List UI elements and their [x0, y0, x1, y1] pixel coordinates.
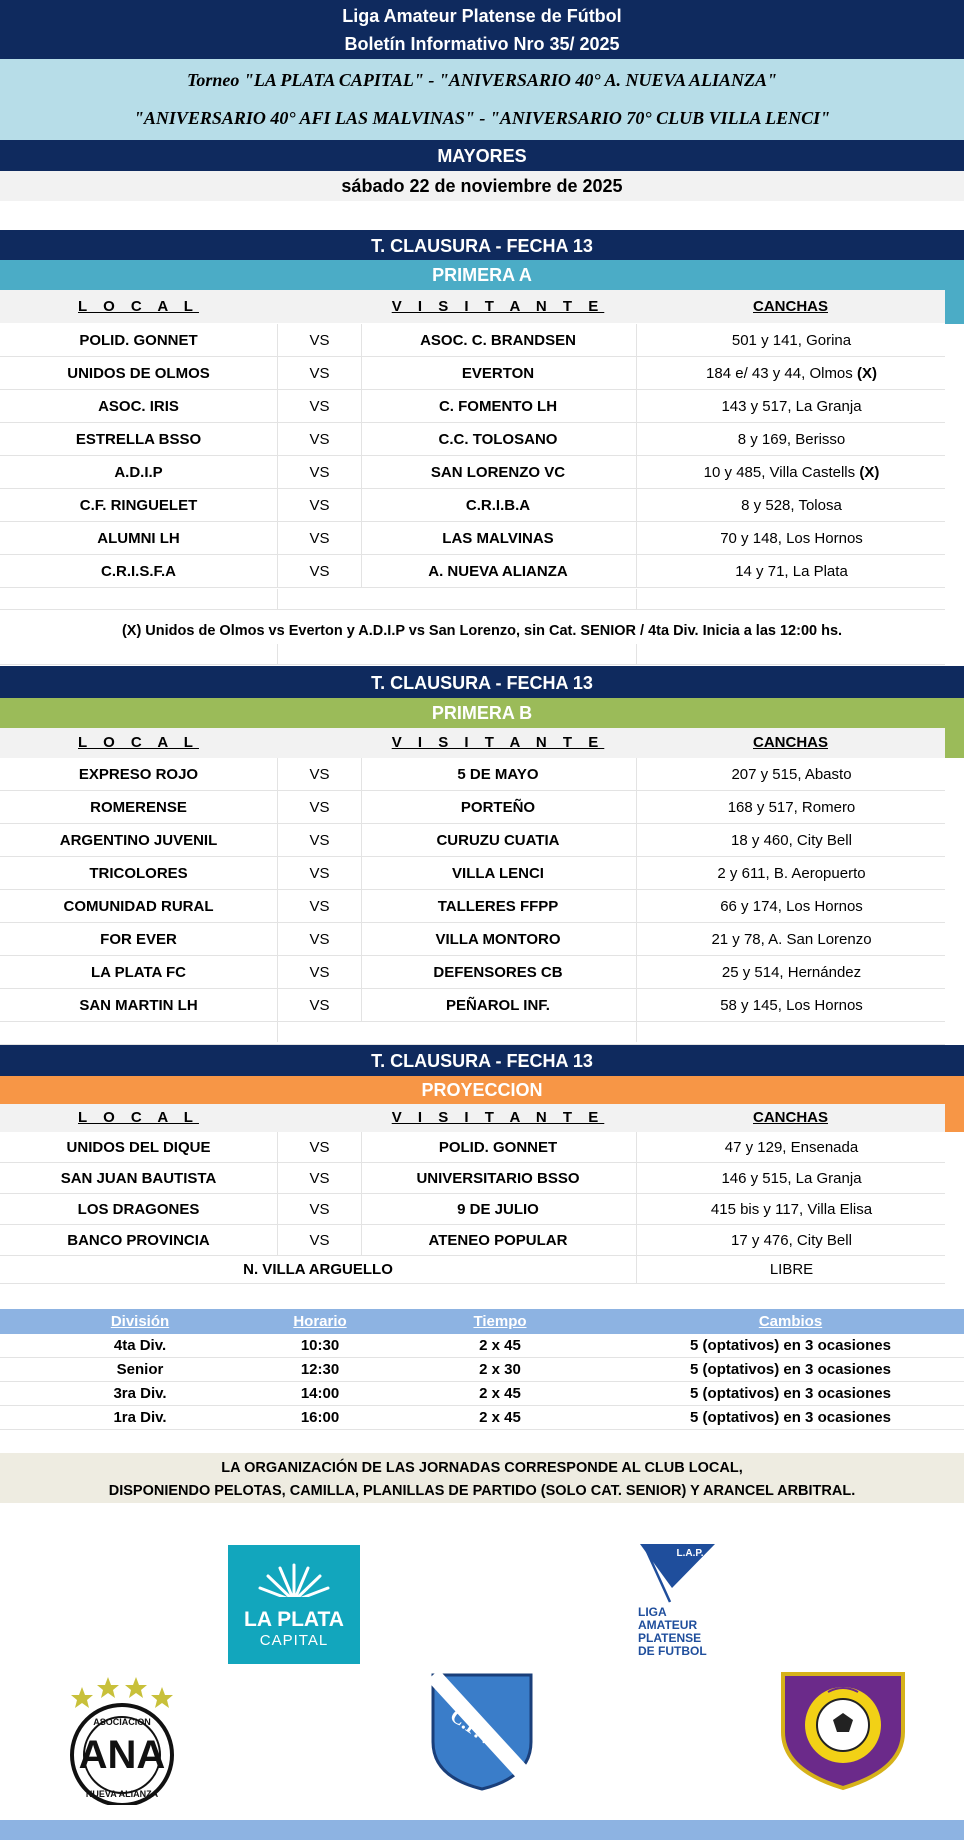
col-division: División — [110, 1313, 170, 1330]
proyeccion-column-headers — [0, 1104, 945, 1132]
horario-value: 14:00 — [300, 1385, 340, 1402]
cfvl-text: C.F.V.L. — [445, 1704, 516, 1763]
venue — [636, 989, 946, 1022]
vs-label: VS — [277, 890, 362, 923]
vs-label: VS — [277, 1225, 362, 1256]
cambios-value: 5 (optativos) en 3 ocasiones — [690, 1337, 891, 1354]
libre-label: LIBRE — [636, 1256, 946, 1284]
schedule-row — [0, 1406, 964, 1430]
ana-letters: ANA — [78, 1733, 166, 1777]
venue — [636, 791, 946, 824]
visitor-team: PORTEÑO — [460, 799, 536, 816]
venue-mark: (X) — [859, 464, 880, 481]
lap-text-1: LIGA — [638, 1605, 667, 1619]
visitor-team: C.R.I.B.A — [465, 497, 531, 514]
venue — [636, 489, 946, 522]
col-cambios: Cambios — [758, 1313, 823, 1330]
venue-address: 207 y 515, Abasto — [731, 766, 852, 783]
match-row — [0, 890, 945, 923]
primera-b-edge — [945, 728, 964, 758]
afi-las-malvinas-logo — [778, 1670, 908, 1792]
primera-a-edge — [945, 290, 964, 324]
vs-label: VS — [277, 423, 362, 456]
primera-b-column-headers — [0, 728, 945, 758]
venue — [636, 357, 946, 390]
venue — [636, 1163, 946, 1194]
venue — [636, 1132, 946, 1163]
spacer-row — [0, 644, 945, 665]
venue-address: 58 y 145, Los Hornos — [720, 997, 863, 1014]
vs-label: VS — [277, 791, 362, 824]
proyeccion-title: PROYECCION — [0, 1076, 964, 1104]
libre-row — [0, 1256, 945, 1284]
local-team: UNIDOS DEL DIQUE — [66, 1139, 211, 1156]
vs-label: VS — [277, 456, 362, 489]
venue-address: 415 bis y 117, Villa Elisa — [710, 1201, 873, 1218]
match-row — [0, 758, 945, 791]
col-visitante: V I S I T A N T E — [391, 298, 605, 315]
division-value: 4ta Div. — [113, 1337, 167, 1354]
match-row — [0, 791, 945, 824]
venue — [636, 923, 946, 956]
tiempo-value: 2 x 45 — [479, 1385, 521, 1402]
visitor-team: A. NUEVA ALIANZA — [428, 563, 568, 580]
match-row — [0, 989, 945, 1022]
tiempo-value: 2 x 30 — [479, 1361, 521, 1378]
spacer-row — [0, 1022, 945, 1045]
la-plata-capital-logo — [228, 1545, 360, 1664]
bulletin-number: Boletín Informativo Nro 35/ 2025 — [344, 34, 620, 54]
visitor-team: POLID. GONNET — [438, 1139, 558, 1156]
visitor-team: CURUZU CUATIA — [436, 832, 560, 849]
division-value: 3ra Div. — [113, 1385, 167, 1402]
vs-label: VS — [277, 390, 362, 423]
match-row — [0, 423, 945, 456]
lap-text-2: AMATEUR — [638, 1618, 698, 1632]
vs-label: VS — [277, 324, 362, 357]
vs-label: VS — [277, 956, 362, 989]
primera-a-column-headers — [0, 290, 945, 323]
vs-label: VS — [277, 357, 362, 390]
cambios-value: 5 (optativos) en 3 ocasiones — [690, 1409, 891, 1426]
col-visitante: V I S I T A N T E — [391, 1109, 605, 1126]
ana-bottom-text: NUEVA ALIANZA — [85, 1789, 159, 1799]
visitor-team: 5 DE MAYO — [457, 766, 539, 783]
tiempo-value: 2 x 45 — [479, 1337, 521, 1354]
la-plata-text: LA PLATA — [244, 1608, 344, 1631]
vs-label: VS — [277, 857, 362, 890]
col-canchas: CANCHAS — [753, 298, 828, 315]
primera-b-title: PRIMERA B — [0, 698, 964, 728]
tiempo-value: 2 x 45 — [479, 1409, 521, 1426]
venue — [636, 555, 946, 588]
vs-label: VS — [277, 1132, 362, 1163]
venue-address: 25 y 514, Hernández — [721, 964, 862, 981]
spacer-row — [0, 589, 945, 610]
match-row — [0, 324, 945, 357]
visitor-team: ATENEO POPULAR — [428, 1232, 568, 1249]
col-local: L O C A L — [78, 734, 199, 751]
col-local: L O C A L — [78, 298, 199, 315]
capital-text: CAPITAL — [259, 1632, 329, 1649]
venue-address: 47 y 129, Ensenada — [724, 1139, 859, 1156]
lap-flag-text: L.A.P. — [676, 1548, 704, 1559]
venue — [636, 956, 946, 989]
col-canchas: CANCHAS — [753, 1109, 828, 1126]
local-team: BANCO PROVINCIA — [67, 1232, 210, 1249]
venue — [636, 390, 946, 423]
category-band: MAYORES — [0, 140, 964, 171]
match-row — [0, 489, 945, 522]
visitor-team: SAN LORENZO VC — [430, 464, 566, 481]
ana-crest-icon — [62, 1665, 182, 1805]
organizacion-line-2: DISPONIENDO PELOTAS, CAMILLA, PLANILLAS DE PARTIDO (SOLO CAT. SENIOR) Y ARANCEL ARBITRAL. — [108, 1483, 856, 1499]
match-row — [0, 1163, 945, 1194]
primera-b-fecha: T. CLAUSURA - FECHA 13 — [0, 666, 964, 698]
schedule-row — [0, 1334, 964, 1358]
proyeccion-edge — [945, 1104, 964, 1132]
vs-label: VS — [277, 555, 362, 588]
col-visitante: V I S I T A N T E — [391, 734, 605, 751]
match-date: sábado 22 de noviembre de 2025 — [0, 171, 964, 201]
horario-value: 12:30 — [300, 1361, 340, 1378]
venue — [636, 1194, 946, 1225]
lap-logo — [630, 1540, 750, 1670]
local-team: C.F. RINGUELET — [79, 497, 198, 514]
venue — [636, 758, 946, 791]
col-local: L O C A L — [78, 1109, 199, 1126]
flag-icon — [630, 1540, 750, 1610]
match-row — [0, 357, 945, 390]
venue-address: 143 y 517, La Granja — [721, 398, 862, 415]
local-team: A.D.I.P — [114, 464, 163, 481]
visitor-team: VILLA MONTORO — [435, 931, 561, 948]
visitor-team: C.C. TOLOSANO — [438, 431, 558, 448]
local-team: ALUMNI LH — [97, 530, 180, 547]
col-tiempo: Tiempo — [473, 1313, 527, 1330]
tournament-line-2: "ANIVERSARIO 40° AFI LAS MALVINAS" - "ANIVERSARIO 70° CLUB VILLA LENCI" — [133, 108, 831, 128]
vs-label: VS — [277, 522, 362, 555]
vs-label: VS — [277, 989, 362, 1022]
local-team: COMUNIDAD RURAL — [63, 898, 214, 915]
vs-label: VS — [277, 824, 362, 857]
visitor-team: VILLA LENCI — [452, 865, 544, 882]
match-row — [0, 923, 945, 956]
col-horario: Horario — [293, 1313, 347, 1330]
primera-a-title: PRIMERA A — [0, 260, 964, 290]
venue — [636, 522, 946, 555]
visitor-team: DEFENSORES CB — [433, 964, 563, 981]
visitor-team: TALLERES FFPP — [437, 898, 559, 915]
primera-a-fecha: T. CLAUSURA - FECHA 13 — [0, 230, 964, 260]
visitor-team: ASOC. C. BRANDSEN — [420, 332, 576, 349]
venue-address: 18 y 460, City Bell — [731, 832, 852, 849]
venue-address: 70 y 148, Los Hornos — [720, 530, 863, 547]
league-name: Liga Amateur Platense de Fútbol — [342, 6, 622, 26]
match-row — [0, 956, 945, 989]
libre-team: N. VILLA ARGUELLO — [243, 1261, 393, 1278]
organizacion-line-1: LA ORGANIZACIÓN DE LAS JORNADAS CORRESPONDE AL CLUB LOCAL, — [221, 1460, 743, 1476]
venue — [636, 1225, 946, 1256]
local-team: LOS DRAGONES — [77, 1201, 200, 1218]
venue-mark: (X) — [856, 365, 877, 382]
lap-text-4: DE FUTBOL — [638, 1644, 707, 1658]
venue-address: 17 y 476, City Bell — [731, 1232, 852, 1249]
local-team: ARGENTINO JUVENIL — [59, 832, 218, 849]
visitor-team: PEÑAROL INF. — [446, 997, 550, 1014]
tournament-line-1: Torneo "LA PLATA CAPITAL" - "ANIVERSARIO 40° A. NUEVA ALIANZA" — [187, 70, 777, 90]
horario-value: 10:30 — [300, 1337, 340, 1354]
venue — [636, 423, 946, 456]
local-team: FOR EVER — [100, 931, 177, 948]
match-row — [0, 1132, 945, 1163]
venue-address: 168 y 517, Romero — [727, 799, 856, 816]
afi-shield-icon — [778, 1670, 908, 1792]
venue-address: 501 y 141, Gorina — [731, 332, 852, 349]
visitor-team: LAS MALVINAS — [442, 530, 554, 547]
organizacion-note — [0, 1453, 964, 1503]
match-row — [0, 857, 945, 890]
cambios-value: 5 (optativos) en 3 ocasiones — [690, 1385, 891, 1402]
tournament-band — [0, 59, 964, 140]
schedule-row — [0, 1358, 964, 1382]
venue-address: 10 y 485, Villa Castells — [703, 464, 856, 481]
match-row — [0, 1194, 945, 1225]
nueva-alianza-logo — [62, 1665, 182, 1805]
visitor-team: UNIVERSITARIO BSSO — [416, 1170, 580, 1187]
vs-label: VS — [277, 489, 362, 522]
local-team: SAN MARTIN LH — [79, 997, 198, 1014]
venue-address: 8 y 169, Berisso — [737, 431, 846, 448]
ana-top-text: ASOCIACION — [93, 1717, 151, 1727]
proyeccion-fecha: T. CLAUSURA - FECHA 13 — [0, 1045, 964, 1076]
local-team: C.R.I.S.F.A — [100, 563, 176, 580]
division-value: Senior — [116, 1361, 164, 1378]
match-row — [0, 555, 945, 588]
venue-address: 146 y 515, La Granja — [721, 1170, 862, 1187]
match-row — [0, 456, 945, 489]
cfvl-shield-icon — [430, 1672, 534, 1792]
horario-value: 16:00 — [300, 1409, 340, 1426]
match-row — [0, 522, 945, 555]
local-team: LA PLATA FC — [91, 964, 186, 981]
local-team: TRICOLORES — [89, 865, 188, 882]
vs-label: VS — [277, 1194, 362, 1225]
local-team: EXPRESO ROJO — [78, 766, 199, 783]
venue-address: 66 y 174, Los Hornos — [720, 898, 863, 915]
match-row — [0, 390, 945, 423]
local-team: POLID. GONNET — [79, 332, 198, 349]
vs-label: VS — [277, 923, 362, 956]
lap-text-3: PLATENSE — [638, 1631, 702, 1645]
venue — [636, 857, 946, 890]
visitor-team: 9 DE JULIO — [457, 1201, 539, 1218]
local-team: ESTRELLA BSSO — [75, 431, 202, 448]
vs-label: VS — [277, 758, 362, 791]
venue-address: 184 e/ 43 y 44, Olmos — [706, 365, 853, 382]
local-team: ROMERENSE — [90, 799, 187, 816]
cfvl-logo — [430, 1672, 534, 1792]
visitor-team: C. FOMENTO LH — [438, 398, 558, 415]
league-title-band — [0, 0, 964, 59]
venue — [636, 456, 946, 489]
venue-address: 2 y 611, B. Aeropuerto — [717, 865, 866, 882]
horarios-header — [0, 1309, 964, 1334]
schedule-row — [0, 1382, 964, 1406]
match-row — [0, 1225, 945, 1256]
venue — [636, 824, 946, 857]
footer-band — [0, 1820, 964, 1840]
vs-label: VS — [277, 1163, 362, 1194]
local-team: UNIDOS DE OLMOS — [67, 365, 210, 382]
venue-address: 21 y 78, A. San Lorenzo — [711, 931, 872, 948]
venue-address: 8 y 528, Tolosa — [741, 497, 842, 514]
col-canchas: CANCHAS — [753, 734, 828, 751]
visitor-team: EVERTON — [461, 365, 535, 382]
local-team: ASOC. IRIS — [98, 398, 179, 415]
venue-address: 14 y 71, La Plata — [735, 563, 848, 580]
match-row — [0, 824, 945, 857]
venue — [636, 890, 946, 923]
primera-a-note: (X) Unidos de Olmos vs Everton y A.D.I.P vs San Lorenzo, sin Cat. SENIOR / 4ta Div. Inicia a las 12:00 hs. — [121, 623, 843, 639]
division-value: 1ra Div. — [113, 1409, 167, 1426]
venue — [636, 324, 946, 357]
cambios-value: 5 (optativos) en 3 ocasiones — [690, 1361, 891, 1378]
local-team: SAN JUAN BAUTISTA — [60, 1170, 217, 1187]
